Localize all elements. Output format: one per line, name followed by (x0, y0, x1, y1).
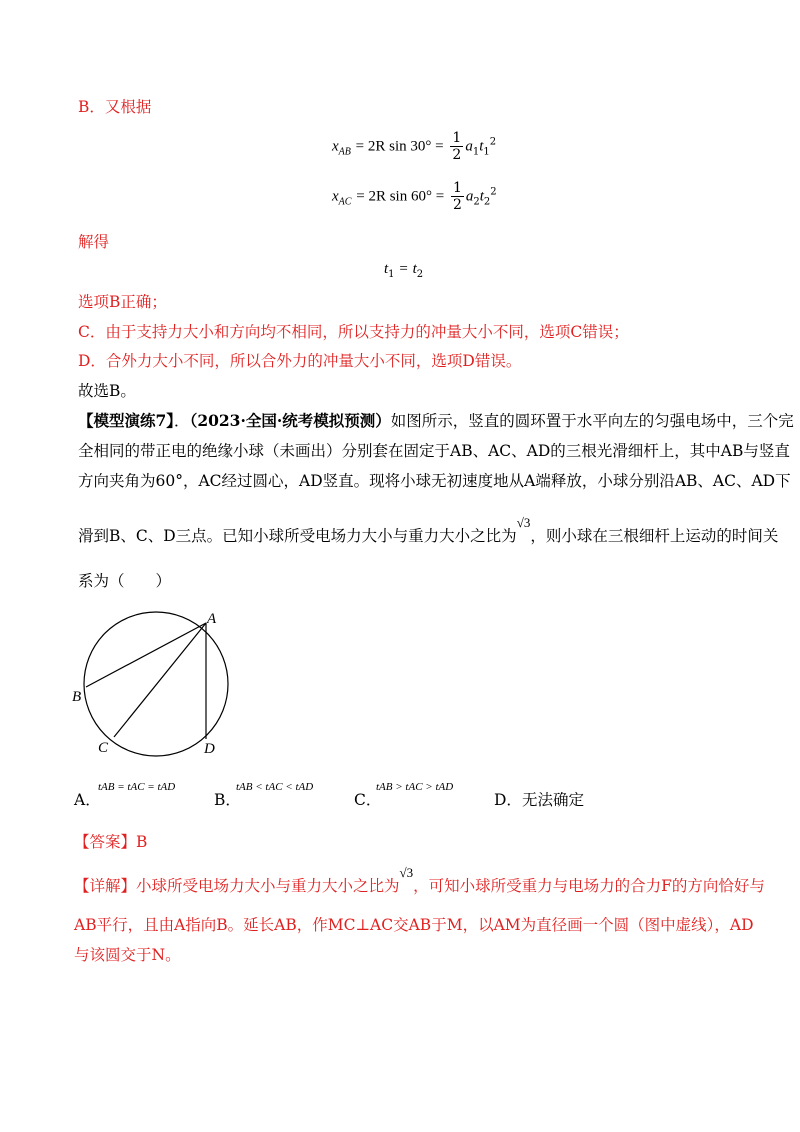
option-b-label: B． (214, 791, 241, 809)
eq1-rhs: a (465, 138, 473, 155)
eq1-lhs-sub: AB (338, 146, 351, 158)
eq2-rhs: a (465, 188, 474, 205)
option-b-expr: tAB < tAC < tAD (236, 781, 314, 793)
line-choose: 故选B。 (78, 382, 136, 400)
circle-diagram (70, 605, 250, 765)
detail-line-3: 与该圆交于N。 (74, 946, 181, 964)
eq2-lhs: x (332, 188, 339, 205)
option-a-label: A． (74, 791, 101, 809)
eq2-lhs-sub: AC (338, 196, 352, 208)
equation-t1-t2: $t_1 = t_2$ (384, 261, 424, 280)
eq2-mid: = 2R sin 60° = (356, 188, 445, 205)
detail-line-2: AB平行，且由A指向B。延长AB，作MC⊥AC交AB于M，以AM为直径画一个圆（图中虚线），AD (74, 916, 754, 934)
eq1-lhs: x (332, 138, 339, 155)
label-point-a: A (207, 611, 217, 627)
option-a-expr: tAB = tAC = tAD (98, 781, 176, 793)
eq1-fraction: $\frac{1}{2}$ (452, 130, 462, 163)
label-point-c: C (98, 740, 109, 756)
option-d: D．无法确定 (494, 791, 584, 809)
detail-line-1: 【详解】小球所受电场力大小与重力大小之比为$^{√3}$，可知小球所受重力与电场力的合力F的方向恰好与 (74, 865, 765, 895)
sqrt3-value: √3 (516, 515, 531, 530)
answer-value: B (136, 833, 148, 851)
problem-source: （2023·全国·统考模拟预测） (189, 411, 391, 430)
option-c-label: C． (354, 791, 382, 809)
problem-line-3: 方向夹角为60°，AC经过圆心，AD竖直。现将小球无初速度地从A端释放，小球分别沿AB、AC、AD下 (78, 472, 791, 490)
equation-x-ac: $x_{AC} = 2R$ sin 60° = $\frac{1}{2}$ $a_2t_2^2$ (332, 180, 497, 213)
line-option-d: D．合外力大小不同，所以合外力的冲量大小不同，选项D错误。 (78, 352, 522, 370)
detail-tag: 【详解】 (74, 877, 137, 895)
answer-line (74, 832, 147, 852)
problem-line-2: 全相同的带正电的绝缘小球（未画出）分别套在固定于AB、AC、AD的三根光滑细杆上，其中AB与竖直 (78, 442, 790, 460)
problem-line-5: 系为（ ） (78, 572, 172, 590)
rod-ac (114, 623, 206, 737)
answer-tag: 【答案】 (74, 833, 137, 851)
line-b-correct: 选项B正确； (78, 293, 167, 311)
problem-line-1: 【模型演练7】．（2023·全国·统考模拟预测）如图所示，竖直的圆环置于水平向左的匀强电场中，三个完 (78, 411, 794, 430)
detail-sqrt3: √3 (399, 865, 414, 880)
rod-ab (86, 623, 206, 687)
option-c-expr: tAB > tAC > tAD (376, 781, 454, 793)
section-b-intro: B．又根据 (78, 98, 152, 116)
problem-line-4: 滑到B、C、D三点。已知小球所受电场力大小与重力大小之比为$^{√3}$，则小球在三根细杆上运动的时间关 (78, 515, 779, 545)
eq1-mid: = 2R sin 30° = (355, 138, 444, 155)
solve-label: 解得 (78, 233, 110, 251)
equation-x-ab: $x_{AB} = 2R$ sin 30° = $\frac{1}{2}$ $a_1t_1^2$ (332, 130, 497, 163)
label-point-d: D (204, 741, 215, 757)
problem-tag: 【模型演练7】 (78, 411, 175, 430)
eq2-fraction: $\frac{1}{2}$ (452, 180, 462, 213)
label-point-b: B (72, 689, 82, 705)
line-option-c: C．由于支持力大小和方向均不相同，所以支持力的冲量大小不同，选项C错误； (78, 323, 629, 341)
